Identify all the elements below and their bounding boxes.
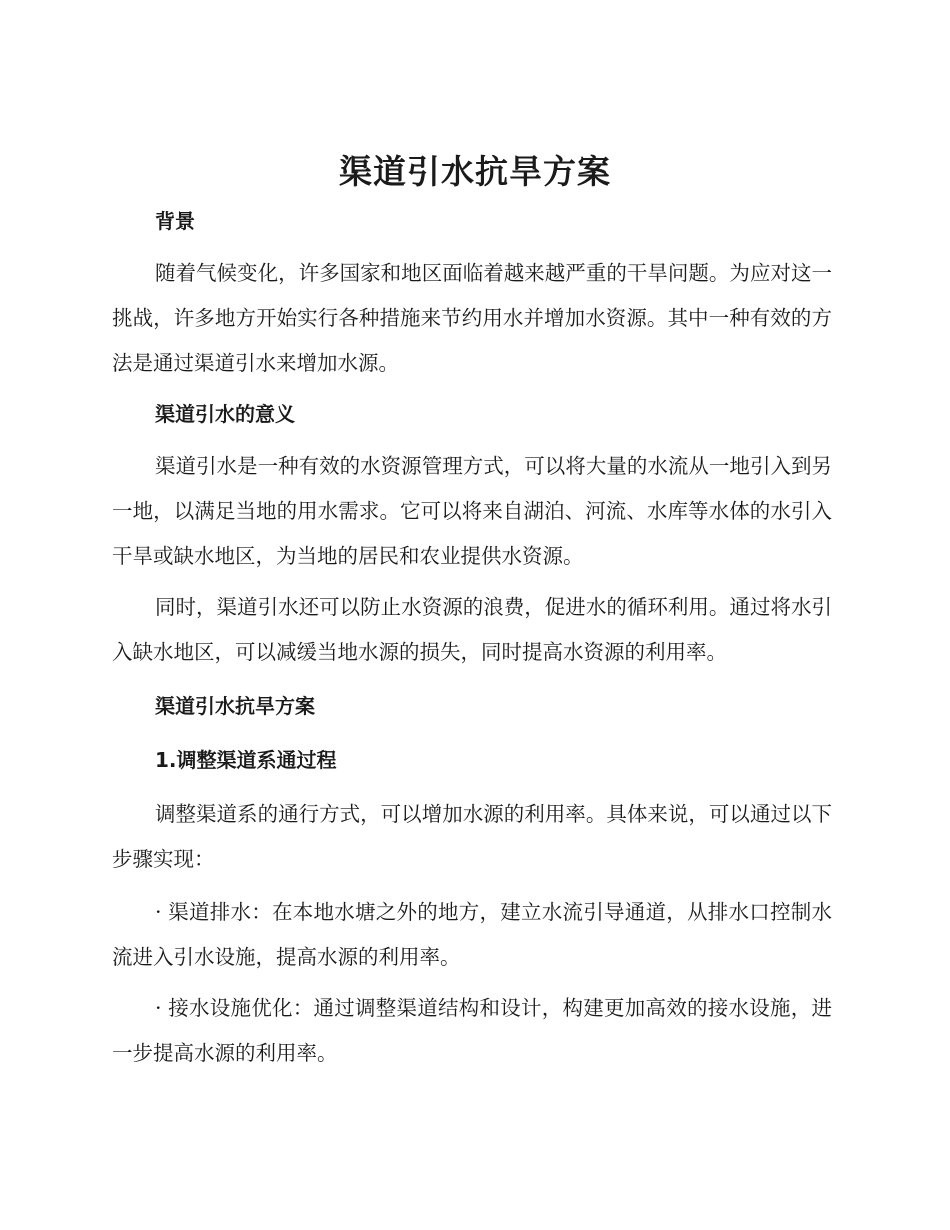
paragraph-significance-2: 同时，渠道引水还可以防止水资源的浪费，促进水的循环利用。通过将水引入缺水地区，可以减缓当地水源的损失，同时提高水资源的利用率。 (112, 595, 832, 664)
paragraph-background: 随着气候变化，许多国家和地区面临着越来越严重的干旱问题。为应对这一挑战，许多地方开始实行各种措施来节约用水并增加水资源。其中一种有效的方法是通过渠道引水来增加水源。 (112, 261, 832, 375)
section-heading-plan: 渠道引水抗旱方案 (155, 694, 315, 718)
paragraph-adjust-channel: 调整渠道系的通行方式，可以增加水源的利用率。具体来说，可以通过以下步骤实现： (112, 802, 832, 871)
section-heading-significance: 渠道引水的意义 (155, 402, 295, 426)
document-title: 渠道引水抗旱方案 (339, 152, 611, 191)
section-heading-background: 背景 (155, 209, 195, 233)
bullet-item-drainage: · 渠道排水：在本地水塘之外的地方，建立水流引导通道，从排水口控制水流进入引水设施，提高水源的利用率。 (112, 900, 832, 969)
paragraph-significance-1: 渠道引水是一种有效的水资源管理方式，可以将大量的水流从一地引入到另一地，以满足当地的用水需求。它可以将来自湖泊、河流、水库等水体的水引入干旱或缺水地区，为当地的居民和农业提供水资源。 (112, 454, 832, 568)
section-heading-adjust-channel: 1.调整渠道系通过程 (155, 748, 337, 772)
bullet-item-intake-optimization: · 接水设施优化：通过调整渠道结构和设计，构建更加高效的接水设施，进一步提高水源的利用率。 (112, 996, 832, 1065)
